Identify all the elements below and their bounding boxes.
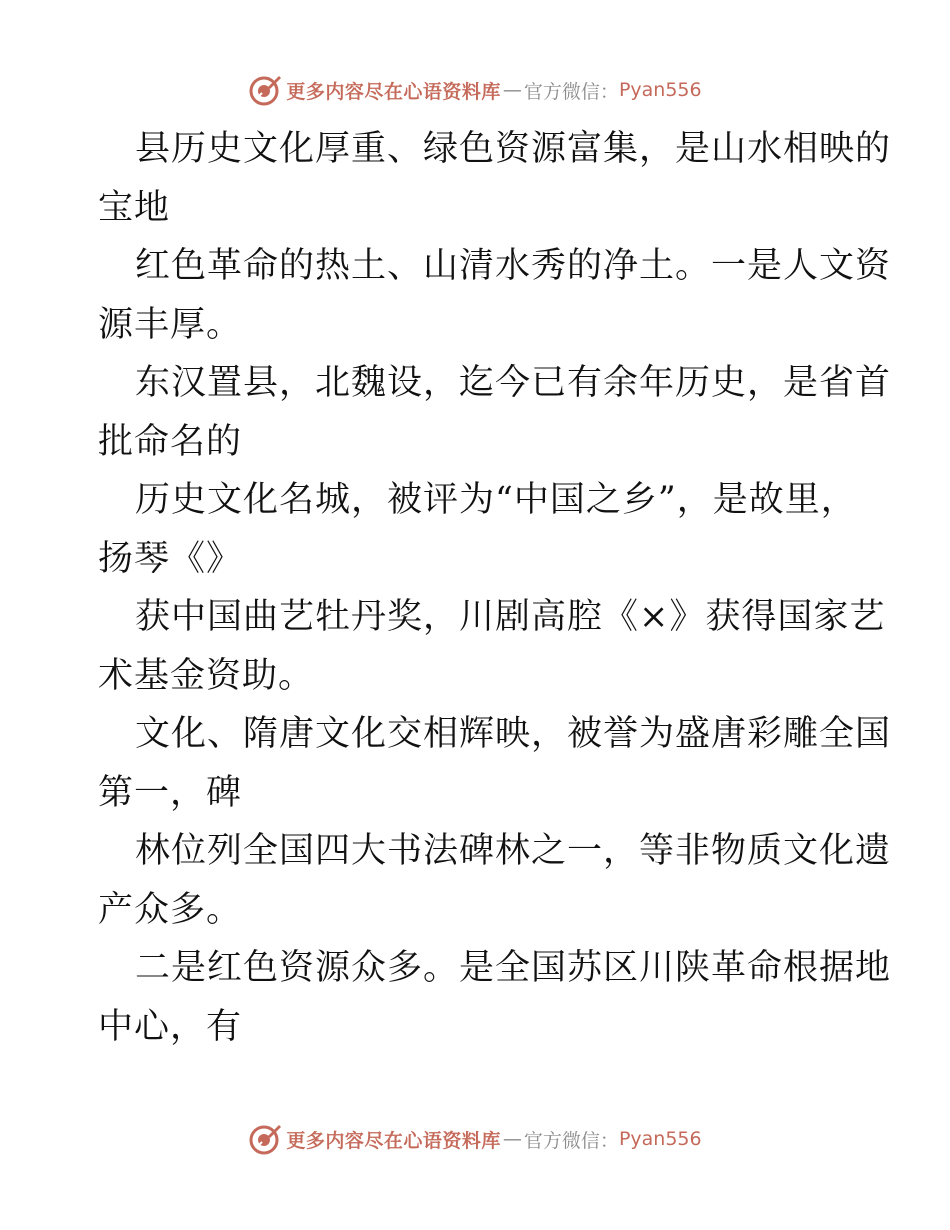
wechat-id: Pyan556 [618, 1128, 702, 1150]
paragraph-line: 红色革命的热土、山清水秀的净土。一是人文资 [135, 246, 892, 286]
paragraph-line: 东汉置县，北魏设，迄今已有余年历史，是省首 [135, 363, 892, 403]
banner-dash: — [502, 79, 522, 101]
paragraph-2 [98, 237, 892, 354]
wechat-id: Pyan556 [618, 79, 702, 101]
paragraph-line: 术基金资助。 [98, 655, 315, 696]
wechat-label: 官方微信： [523, 1129, 619, 1152]
paragraph-line: 宝地 [98, 187, 171, 228]
paragraph-line: 扬琴《》 [98, 538, 243, 579]
paragraph-line: 批命名的 [98, 421, 243, 462]
paragraph-3 [98, 354, 892, 471]
paragraph-line: 县历史文化厚重、绿色资源富集，是山水相映的 [135, 129, 892, 169]
paragraph-line: 产众多。 [98, 889, 243, 930]
paragraph-1 [98, 120, 892, 237]
paragraph-line: 二是红色资源众多。是全国苏区川陕革命根据地 [135, 948, 892, 988]
pen-logo-icon [248, 73, 282, 107]
document-body [98, 120, 892, 1056]
paragraph-6 [98, 705, 892, 822]
header-banner [0, 70, 950, 110]
paragraph-7 [98, 822, 892, 939]
paragraph-line: 第一，碑 [98, 772, 243, 813]
site-name: 更多内容尽在心语资料库 [286, 80, 501, 103]
pen-logo-icon [248, 1122, 282, 1156]
paragraph-4 [98, 471, 858, 588]
paragraph-line: 获中国曲艺牡丹奖，川剧高腔《×》获得国家艺 [135, 597, 886, 637]
paragraph-line: 林位列全国四大书法碑林之一，等非物质文化遗 [135, 831, 892, 871]
banner-dash: — [502, 1128, 522, 1150]
wechat-label: 官方微信： [523, 80, 619, 103]
paragraph-line: 中心，有 [98, 1006, 243, 1047]
paragraph-5 [98, 588, 886, 705]
paragraph-line: 源丰厚。 [98, 304, 243, 345]
paragraph-line: 历史文化名城，被评为“中国之乡”，是故里， [135, 480, 857, 520]
paragraph-line: 文化、隋唐文化交相辉映，被誉为盛唐彩雕全国 [135, 714, 892, 754]
site-name: 更多内容尽在心语资料库 [286, 1129, 501, 1152]
paragraph-8 [98, 939, 892, 1056]
footer-banner [0, 1119, 950, 1159]
